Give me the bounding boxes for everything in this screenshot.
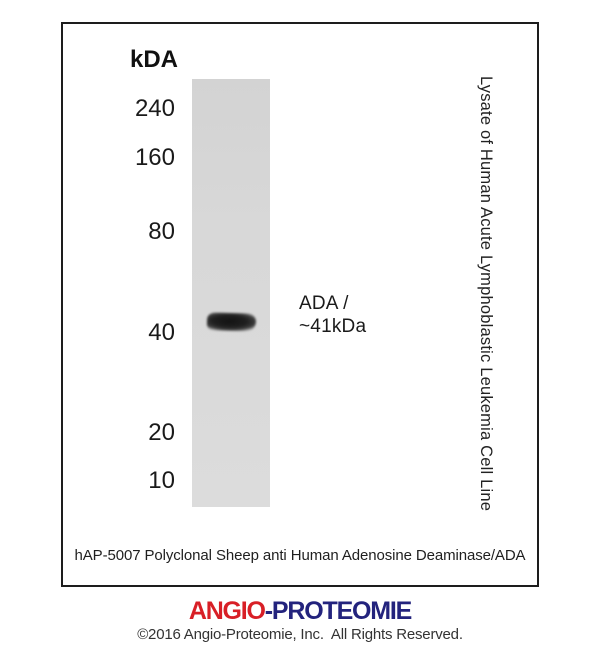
marker-240: 240 — [134, 95, 175, 122]
marker-10: 10 — [148, 467, 175, 494]
logo-angio-part: ANGIO — [188, 597, 265, 625]
logo-proteomie-part: -PROTEOMIE — [264, 597, 412, 625]
sample-name-vertical-label: Lysate of Human Acute Lymphoblastic Leukemia Cell Line — [477, 76, 495, 512]
kda-unit-label: kDA — [129, 46, 178, 73]
company-logo — [0, 598, 600, 624]
marker-40: 40 — [148, 319, 175, 346]
band-annotation-line1: ADA / — [299, 293, 349, 314]
band-annotation — [299, 292, 366, 338]
marker-20: 20 — [148, 419, 175, 446]
gel-lane — [192, 79, 270, 507]
band-annotation-line2: ~41kDa — [299, 316, 367, 337]
figure-caption: hAP-5007 Polyclonal Sheep anti Human Adenosine Deaminase/ADA — [74, 547, 526, 564]
protein-band — [207, 312, 256, 331]
copyright-text: ©2016 Angio-Proteomie, Inc. All Rights Reserved. — [137, 626, 463, 643]
marker-160: 160 — [134, 144, 175, 171]
marker-80: 80 — [148, 218, 175, 245]
